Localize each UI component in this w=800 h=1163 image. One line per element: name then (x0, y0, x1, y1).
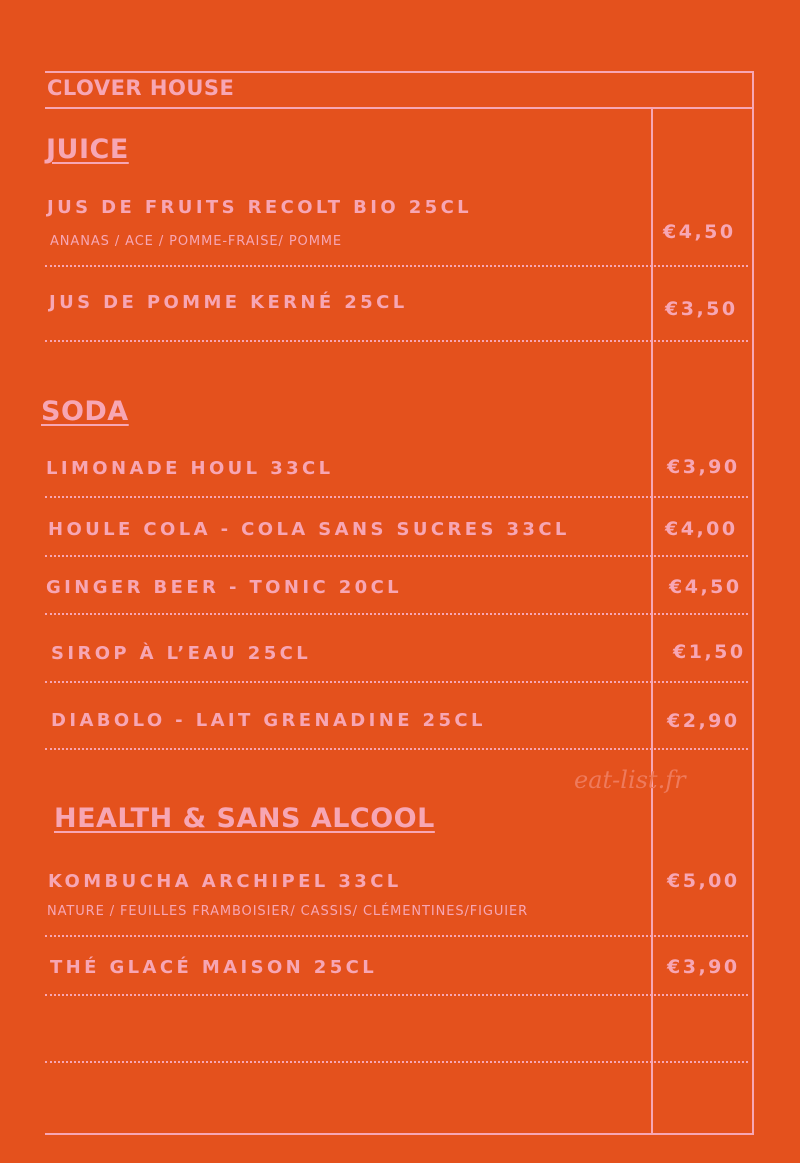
menu-item-price: €3,90 (667, 456, 740, 478)
menu-item-price: €2,90 (667, 710, 740, 732)
menu-item-price: €5,00 (667, 870, 740, 892)
item-divider (45, 748, 748, 750)
menu-item-name: HOULE COLA - COLA SANS SUCRES 33CL (48, 519, 570, 540)
menu-item-name: LIMONADE HOUL 33CL (46, 458, 334, 479)
menu-item-description: NATURE / FEUILLES FRAMBOISIER/ CASSIS/ CLÉMENTINES/FIGUIER (47, 904, 529, 919)
section-title-juice: JUICE (46, 134, 129, 165)
menu-item-price: €3,50 (665, 298, 738, 320)
menu-item-name: GINGER BEER - TONIC 20CL (46, 577, 403, 598)
item-divider (45, 265, 748, 267)
menu-item-name: SIROP À L’EAU 25CL (51, 643, 312, 664)
frame-right-line (752, 71, 754, 1135)
menu-item-price: €4,00 (665, 518, 738, 540)
item-divider (45, 935, 748, 937)
menu-item-name: JUS DE FRUITS RECOLT BIO 25CL (47, 197, 473, 218)
menu-item-name: DIABOLO - LAIT GRENADINE 25CL (51, 710, 486, 731)
watermark: eat-list.fr (574, 766, 686, 794)
item-divider (45, 613, 748, 615)
frame-bottom-line (45, 1133, 754, 1135)
frame-top-line (45, 71, 754, 73)
menu-item-price: €1,50 (673, 641, 746, 663)
section-title-soda: SODA (41, 396, 129, 427)
item-divider (45, 496, 748, 498)
menu-item-name: JUS DE POMME KERNÉ 25CL (49, 292, 408, 313)
menu-item-price: €4,50 (663, 221, 736, 243)
item-divider (45, 555, 748, 557)
item-divider (45, 994, 748, 996)
menu-item-name: THÉ GLACÉ MAISON 25CL (50, 957, 378, 978)
menu-item-price: €3,90 (667, 956, 740, 978)
menu-item-description: ANANAS / ACE / POMME-FRAISE/ POMME (50, 234, 343, 249)
item-divider (45, 1061, 748, 1063)
price-column-line (651, 107, 653, 1135)
item-divider (45, 340, 748, 342)
item-divider (45, 681, 748, 683)
restaurant-name: CLOVER HOUSE (47, 76, 235, 100)
frame-header-line (45, 107, 754, 109)
menu-item-name: KOMBUCHA ARCHIPEL 33CL (48, 871, 402, 892)
section-title-health: HEALTH & SANS ALCOOL (54, 803, 435, 834)
menu-item-price: €4,50 (669, 576, 742, 598)
